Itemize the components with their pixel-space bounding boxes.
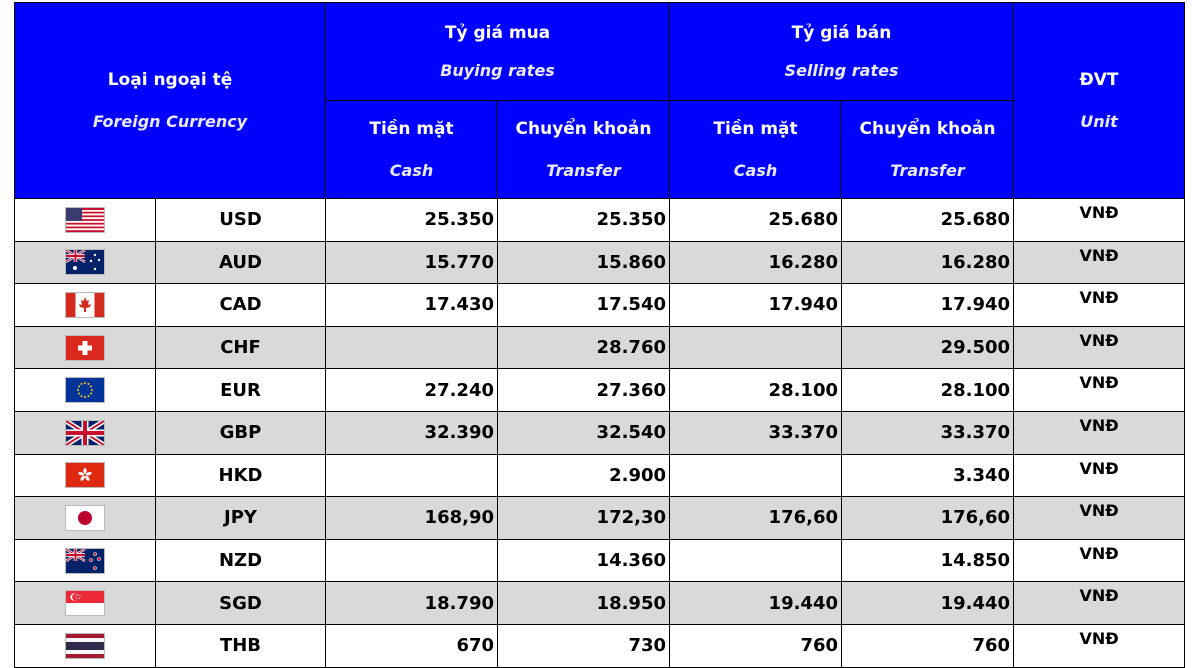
us-flag-icon [66,208,104,232]
buy-transfer-value: 17.540 [498,284,670,327]
flag-cell [15,369,156,412]
unit-value: VNĐ [1014,582,1185,625]
sell-cash-value: 25.680 [670,199,842,242]
table-row [15,284,1185,327]
currency-code: AUD [156,241,326,284]
buy-cash-value: 18.790 [326,582,498,625]
header-sell-transfer-label: Chuyển khoản [859,118,996,139]
flag-cell [15,284,156,327]
sell-transfer-value: 3.340 [842,454,1014,497]
header-unit-label: ĐVT [1079,69,1119,90]
sell-cash-value [670,454,842,497]
table-row [15,369,1185,412]
ch-flag-icon [66,336,104,360]
exchange-rate-table [14,2,1185,668]
header-buy-transfer-label-en: Transfer [546,160,621,180]
buy-cash-value: 168,90 [326,497,498,540]
table-row [15,582,1185,625]
currency-code: THB [156,624,326,667]
buy-transfer-value: 27.360 [498,369,670,412]
table-row [15,454,1185,497]
buy-cash-value: 32.390 [326,411,498,454]
buy-cash-value [326,539,498,582]
buy-cash-value: 17.430 [326,284,498,327]
table-row [15,411,1185,454]
sell-cash-value: 19.440 [670,582,842,625]
currency-code: EUR [156,369,326,412]
currency-code: GBP [156,411,326,454]
sell-cash-value: 28.100 [670,369,842,412]
header-buying-label-en: Buying rates [440,60,555,80]
sell-cash-value: 760 [670,624,842,667]
buy-transfer-value: 15.860 [498,241,670,284]
header-sell-cash-label: Tiền mặt [713,118,798,139]
buy-transfer-value: 25.350 [498,199,670,242]
unit-value: VNĐ [1014,326,1185,369]
buy-cash-value: 15.770 [326,241,498,284]
unit-value: VNĐ [1014,411,1185,454]
sell-cash-value: 33.370 [670,411,842,454]
sell-transfer-value: 17.940 [842,284,1014,327]
table-row [15,539,1185,582]
ca-flag-icon [66,293,104,317]
table-row [15,624,1185,667]
sell-cash-value: 176,60 [670,497,842,540]
unit-value: VNĐ [1014,539,1185,582]
header-sell-transfer [842,101,1014,199]
buy-transfer-value: 14.360 [498,539,670,582]
currency-code: CAD [156,284,326,327]
header-buy-cash-label-en: Cash [389,160,434,180]
sell-transfer-value: 28.100 [842,369,1014,412]
buy-transfer-value: 28.760 [498,326,670,369]
eu-flag-icon [66,378,104,402]
sell-cash-value [670,326,842,369]
header-unit-label-en: Unit [1080,111,1118,131]
header-currency-label-en: Foreign Currency [92,111,248,131]
header-buy-cash [326,101,498,199]
buy-transfer-value: 18.950 [498,582,670,625]
header-selling [670,3,1014,101]
unit-value: VNĐ [1014,241,1185,284]
buy-cash-value [326,326,498,369]
unit-value: VNĐ [1014,454,1185,497]
unit-value: VNĐ [1014,369,1185,412]
flag-cell [15,624,156,667]
header-buying [326,3,670,101]
header-currency [15,3,326,199]
sell-transfer-value: 176,60 [842,497,1014,540]
buy-cash-value [326,454,498,497]
flag-cell [15,199,156,242]
flag-cell [15,241,156,284]
sell-transfer-value: 29.500 [842,326,1014,369]
header-buy-transfer-label: Chuyển khoản [515,118,652,139]
table-row [15,326,1185,369]
flag-cell [15,582,156,625]
buy-cash-value: 670 [326,624,498,667]
flag-cell [15,326,156,369]
sell-transfer-value: 16.280 [842,241,1014,284]
jp-flag-icon [66,506,104,530]
flag-cell [15,539,156,582]
sell-transfer-value: 14.850 [842,539,1014,582]
sell-transfer-value: 19.440 [842,582,1014,625]
sg-flag-icon [66,591,104,615]
unit-value: VNĐ [1014,624,1185,667]
header-sell-cash [670,101,842,199]
header-sell-transfer-label-en: Transfer [890,160,965,180]
sell-transfer-value: 33.370 [842,411,1014,454]
hk-flag-icon [66,463,104,487]
table-row [15,497,1185,540]
currency-code: USD [156,199,326,242]
sell-cash-value: 16.280 [670,241,842,284]
header-buying-label: Tỷ giá mua [444,22,551,43]
unit-value: VNĐ [1014,199,1185,242]
buy-cash-value: 25.350 [326,199,498,242]
currency-code: SGD [156,582,326,625]
header-buy-transfer [498,101,670,199]
unit-value: VNĐ [1014,497,1185,540]
currency-code: NZD [156,539,326,582]
sell-cash-value: 17.940 [670,284,842,327]
buy-transfer-value: 172,30 [498,497,670,540]
buy-transfer-value: 730 [498,624,670,667]
header-sell-cash-label-en: Cash [733,160,778,180]
flag-cell [15,497,156,540]
buy-cash-value: 27.240 [326,369,498,412]
exchange-rate-table-container [14,2,1184,668]
header-selling-label: Tỷ giá bán [791,22,892,43]
currency-code: HKD [156,454,326,497]
table-row [15,199,1185,242]
sell-transfer-value: 25.680 [842,199,1014,242]
unit-value: VNĐ [1014,284,1185,327]
nz-flag-icon [66,549,104,573]
header-currency-label: Loại ngoại tệ [107,69,233,90]
th-flag-icon [66,634,104,658]
header-unit [1014,3,1185,199]
header-buy-cash-label: Tiền mặt [369,118,454,139]
table-row [15,241,1185,284]
header-selling-label-en: Selling rates [784,60,899,80]
flag-cell [15,454,156,497]
currency-code: JPY [156,497,326,540]
flag-cell [15,411,156,454]
au-flag-icon [66,250,104,274]
currency-code: CHF [156,326,326,369]
buy-transfer-value: 2.900 [498,454,670,497]
sell-cash-value [670,539,842,582]
gb-flag-icon [66,421,104,445]
buy-transfer-value: 32.540 [498,411,670,454]
sell-transfer-value: 760 [842,624,1014,667]
